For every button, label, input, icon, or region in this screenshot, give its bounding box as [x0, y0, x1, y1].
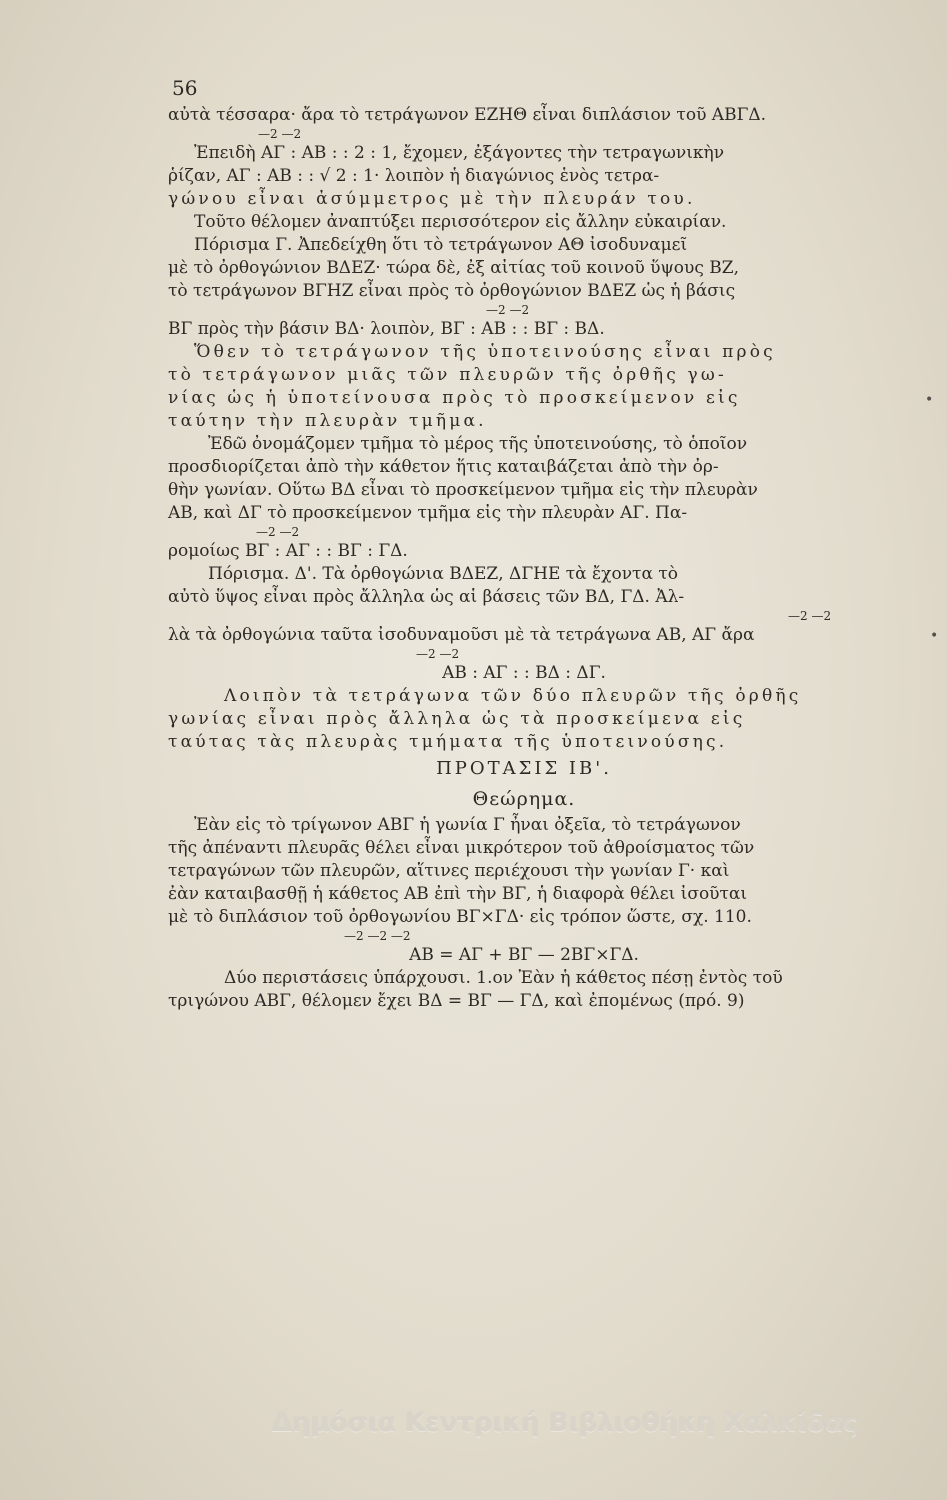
text-line: —2 —2: [256, 525, 300, 539]
text-line: αὐτὸ ὕψος εἶναι πρὸς ἄλληλα ὡς αἱ βάσεις τῶν ΒΔ, ΓΔ. Ἀλ-: [168, 587, 685, 607]
text-line: τετραγώνων τῶν πλευρῶν, αἵτινες περιέχουσι τὴν γωνίαν Γ· καὶ: [168, 861, 730, 881]
text-line: —2 —2: [258, 127, 302, 141]
text-line: Πόρισμα Γ. Ἀπεδείχθη ὅτι τὸ τετράγωνον ΑΘ ἰσοδυναμεῖ: [194, 235, 688, 255]
text-line: Δύο περιστάσεις ὑπάρχουσι. 1.ον Ἐὰν ἡ κάθετος πέσῃ ἐντὸς τοῦ: [224, 968, 783, 988]
text-line: ΑΒ = ΑΓ + ΒΓ — 2ΒΓ×ΓΔ.: [409, 945, 639, 965]
text-line: ταύτην τὴν πλευρὰν τμῆμα.: [168, 411, 487, 431]
library-watermark: Δημόσια Κεντρική Βιβλιοθήκη Χαλκίδας: [271, 1408, 859, 1438]
text-line: ρομοίως ΒΓ : ΑΓ : : ΒΓ : ΓΔ.: [168, 541, 408, 561]
text-line: Τοῦτο θέλομεν ἀναπτύξει περισσότερον εἰς ἄλλην εὐκαιρίαν.: [194, 212, 727, 232]
body-text: [168, 104, 880, 1013]
text-line: αὐτὰ τέσσαρα· ἄρα τὸ τετράγωνον ΕΖΗΘ εἶναι διπλάσιον τοῦ ΑΒΓΔ.: [168, 105, 767, 125]
text-line: Ὅθεν τὸ τετράγωνον τῆς ὑποτεινούσης εἶναι πρὸς: [194, 342, 776, 362]
text-line: —2 —2 —2: [344, 929, 411, 943]
text-line: μὲ τὸ ὀρθογώνιον ΒΔΕΖ· τώρα δὲ, ἐξ αἰτίας τοῦ κοινοῦ ὕψους ΒΖ,: [168, 258, 740, 278]
text-line: ΒΓ πρὸς τὴν βάσιν ΒΔ· λοιπὸν, ΒΓ : ΑΒ : : ΒΓ : ΒΔ.: [168, 319, 605, 339]
text-line: λὰ τὰ ὀρθογώνια ταῦτα ἰσοδυναμοῦσι μὲ τὰ τετράγωνα ΑΒ, ΑΓ ἄρα: [168, 625, 755, 645]
text-line: ταύτας τὰς πλευρὰς τμήματα τῆς ὑποτεινούσης.: [168, 732, 728, 752]
text-line: γωνίας εἶναι πρὸς ἄλληλα ὡς τὰ προσκείμενα εἰς: [168, 709, 746, 729]
text-line: μὲ τὸ διπλάσιον τοῦ ὀρθογωνίου ΒΓ×ΓΔ· εἰς τρόπον ὥστε, σχ. 110.: [168, 907, 752, 927]
text-line: ΑΒ, καὶ ΔΓ τὸ προσκείμενον τμῆμα εἰς τὴν πλευρὰν ΑΓ. Πα-: [168, 503, 688, 523]
text-line: τῆς ἀπέναντι πλευρᾶς θέλει εἶναι μικρότερον τοῦ ἀθροίσματος τῶν: [168, 838, 755, 858]
text-line: νίας ὡς ἡ ὑποτείνουσα πρὸς τὸ προσκείμενον εἰς: [168, 388, 741, 408]
text-line: ῥίζαν, ΑΓ : ΑΒ : : √ 2 : 1· λοιπὸν ἡ διαγώνιος ἑνὸς τετρα-: [168, 166, 660, 186]
text-line: προσδιορίζεται ἀπὸ τὴν κάθετον ἥτις καταιβάζεται ἀπὸ τὴν ὀρ-: [168, 457, 719, 477]
text-line: Ἐὰν εἰς τὸ τρίγωνον ΑΒΓ ἡ γωνία Γ ἦναι ὀξεῖα, τὸ τετράγωνον: [194, 815, 741, 835]
section-heading: ΠΡΟΤΑΣΙΣ ΙΒ'.: [436, 758, 612, 779]
text-line: Ἐδῶ ὀνομάζομεν τμῆμα τὸ μέρος τῆς ὑποτεινούσης, τὸ ὁποῖον: [208, 434, 748, 454]
text-line: γώνου εἶναι ἀσύμμετρος μὲ τὴν πλευράν του.: [168, 189, 696, 209]
text-line: —2 —2: [788, 609, 832, 623]
text-line: τὸ τετράγωνον μιᾶς τῶν πλευρῶν τῆς ὀρθῆς γω-: [168, 365, 727, 385]
text-line: —2 —2: [416, 647, 460, 661]
text-line: θὴν γωνίαν. Οὕτω ΒΔ εἶναι τὸ προσκείμενον τμῆμα εἰς τὴν πλευρὰν: [168, 480, 758, 500]
text-line: Πόρισμα. Δ'. Τὰ ὀρθογώνια ΒΔΕΖ, ΔΓΗΕ τὰ ἔχοντα τὸ: [208, 564, 678, 584]
text-line: Λοιπὸν τὰ τετράγωνα τῶν δύο πλευρῶν τῆς ὀρθῆς: [224, 686, 802, 706]
text-line: ἐὰν καταιβασθῇ ἡ κάθετος ΑΒ ἐπὶ τὴν ΒΓ, ἡ διαφορὰ θέλει ἰσοῦται: [168, 884, 748, 904]
text-line: ΑΒ : ΑΓ : : ΒΔ : ΔΓ.: [442, 663, 606, 683]
margin-mark: •: [930, 628, 939, 644]
text-line: τριγώνου ΑΒΓ, θέλομεν ἔχει ΒΔ = ΒΓ — ΓΔ, καὶ ἐπομένως (πρό. 9): [168, 991, 745, 1011]
section-subheading: Θεώρημα.: [472, 788, 576, 810]
text-line: τὸ τετράγωνον ΒΓΗΖ εἶναι πρὸς τὸ ὀρθογώνιον ΒΔΕΖ ὡς ἡ βάσις: [168, 281, 736, 301]
text-line: Ἐπειδὴ ΑΓ : ΑΒ : : 2 : 1, ἔχομεν, ἐξάγοντες τὴν τετραγωνικὴν: [194, 143, 725, 163]
margin-mark: •: [925, 392, 934, 408]
page-number: 56: [172, 76, 198, 100]
text-line: —2 —2: [486, 303, 530, 317]
